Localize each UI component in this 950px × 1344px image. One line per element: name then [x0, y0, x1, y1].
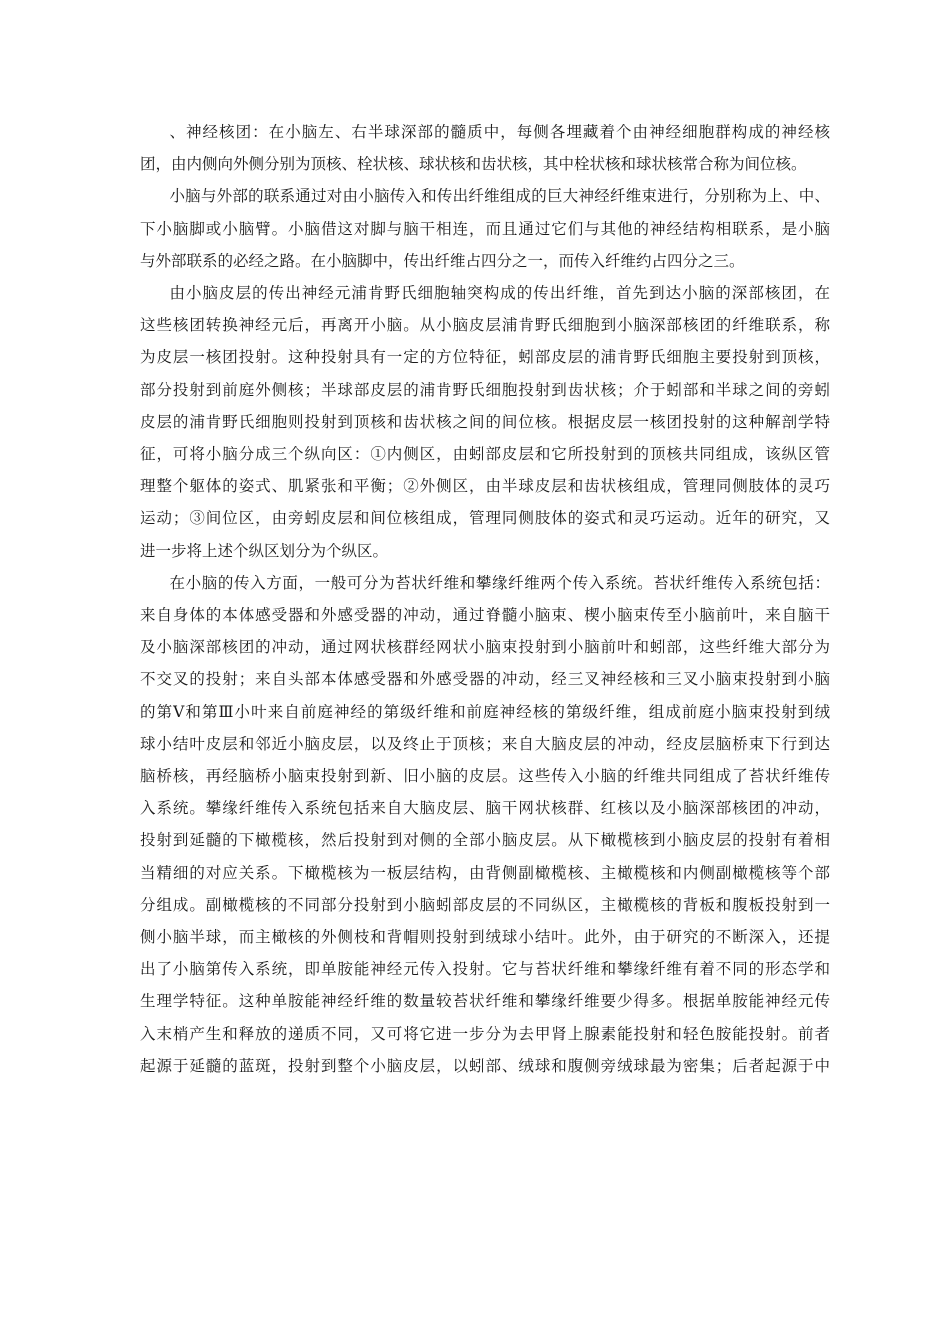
text-line: 进一步将上述个纵区划分为个纵区。 — [140, 541, 389, 560]
text-line: 征，可将小脑分成三个纵向区：①内侧区，由蚓部皮层和它所投射到的顶核共同组成，该纵区管 — [140, 445, 830, 464]
text-line: 起源于延髓的蓝斑，投射到整个小脑皮层，以蚓部、绒球和腹侧旁绒球最为密集；后者起源于中 — [140, 1056, 830, 1075]
text-line: 的第Ⅴ和第Ⅲ小叶来自前庭神经的第级纤维和前庭神经核的第级纤维，组成前庭小脑束投射到绒 — [140, 702, 830, 721]
paragraph-afferent-systems — [140, 567, 830, 1082]
text-line: 团，由内侧向外侧分别为顶核、栓状核、球状核和齿状核，其中栓状核和球状核常合称为间位核。 — [140, 155, 807, 174]
text-line: 入系统。攀缘纤维传入系统包括来自大脑皮层、脑干网状核群、红核以及小脑深部核团的冲动， — [140, 799, 830, 818]
document-body — [140, 116, 830, 1082]
text-line: 皮层的浦肯野氏细胞则投射到顶核和齿状核之间的间位核。根据皮层一核团投射的这种解剖学特 — [140, 412, 830, 431]
text-line: 这些核团转换神经元后，再离开小脑。从小脑皮层浦肯野氏细胞到小脑深部核团的纤维联系，称 — [140, 316, 830, 335]
text-line: 不交叉的投射；来自头部本体感受器和外感受器的冲动，经三叉神经核和三叉小脑束投射到小脑 — [140, 670, 830, 689]
text-line: 入末梢产生和释放的递质不同，又可将它进一步分为去甲肾上腺素能投射和轻色胺能投射。前者 — [140, 1024, 830, 1043]
text-line: 在小脑的传入方面，一般可分为苔状纤维和攀缘纤维两个传入系统。苔状纤维传入系统包括： — [169, 573, 830, 592]
paragraph-deep-nuclei — [140, 116, 830, 180]
text-line: 、神经核团：在小脑左、右半球深部的髓质中，每侧各埋藏着个由神经细胞群构成的神经核 — [169, 123, 830, 141]
text-line: 由小脑皮层的传出神经元浦肯野氏细胞轴突构成的传出纤维，首先到达小脑的深部核团，在 — [169, 284, 830, 303]
text-line: 下小脑脚或小脑臂。小脑借这对脚与脑干相连，而且通过它们与其他的神经结构相联系，是小脑 — [140, 219, 830, 238]
text-line: 与外部联系的必经之路。在小脑脚中，传出纤维占四分之一，而传入纤维约占四分之三。 — [140, 251, 745, 270]
text-line: 侧小脑半球，而主橄核的外侧枝和背帽则投射到绒球小结叶。此外，由于研究的不断深入，还提 — [140, 928, 830, 947]
text-line: 当精细的对应关系。下橄榄核为一板层结构，由背侧副橄榄核、主橄榄核和内侧副橄榄核等个部 — [140, 863, 830, 882]
text-line: 小脑与外部的联系通过对由小脑传入和传出纤维组成的巨大神经纤维束进行，分别称为上、中、 — [169, 187, 830, 206]
text-line: 球小结叶皮层和邻近小脑皮层，以及终止于顶核；来自大脑皮层的冲动，经皮层脑桥束下行到达 — [140, 734, 830, 753]
paragraph-efferent-fibers — [140, 277, 830, 567]
text-line: 脑桥核，再经脑桥小脑束投射到新、旧小脑的皮层。这些传入小脑的纤维共同组成了苔状纤维传 — [140, 767, 830, 786]
text-line: 分组成。副橄榄核的不同部分投射到小脑蚓部皮层的不同纵区，主橄榄核的背板和腹板投射到一 — [140, 895, 830, 914]
text-line: 出了小脑第传入系统，即单胺能神经元传入投射。它与苔状纤维和攀缘纤维有着不同的形态学和 — [140, 960, 830, 979]
text-line: 部分投射到前庭外侧核；半球部皮层的浦肯野氏细胞投射到齿状核；介于蚓部和半球之间的旁蚓 — [140, 380, 830, 399]
text-line: 为皮层一核团投射。这种投射具有一定的方位特征，蚓部皮层的浦肯野氏细胞主要投射到顶核， — [140, 348, 830, 367]
text-line: 生理学特征。这种单胺能神经纤维的数量较苔状纤维和攀缘纤维要少得多。根据单胺能神经元传 — [140, 992, 830, 1011]
text-line: 及小脑深部核团的冲动，通过网状核群经网状小脑束投射到小脑前叶和蚓部，这些纤维大部分为 — [140, 638, 830, 657]
text-line: 理整个躯体的姿式、肌紧张和平衡；②外侧区，由半球皮层和齿状核组成，管理同侧肢体的灵巧 — [140, 477, 830, 496]
text-line: 运动；③间位区，由旁蚓皮层和间位核组成，管理同侧肢体的姿式和灵巧运动。近年的研究，又 — [140, 509, 830, 528]
text-line: 来自身体的本体感受器和外感受器的冲动，通过脊髓小脑束、楔小脑束传至小脑前叶，来自脑干 — [140, 606, 830, 625]
text-line: 投射到延髓的下橄榄核，然后投射到对侧的全部小脑皮层。从下橄榄核到小脑皮层的投射有着相 — [140, 831, 830, 850]
paragraph-cerebellar-peduncles — [140, 180, 830, 277]
